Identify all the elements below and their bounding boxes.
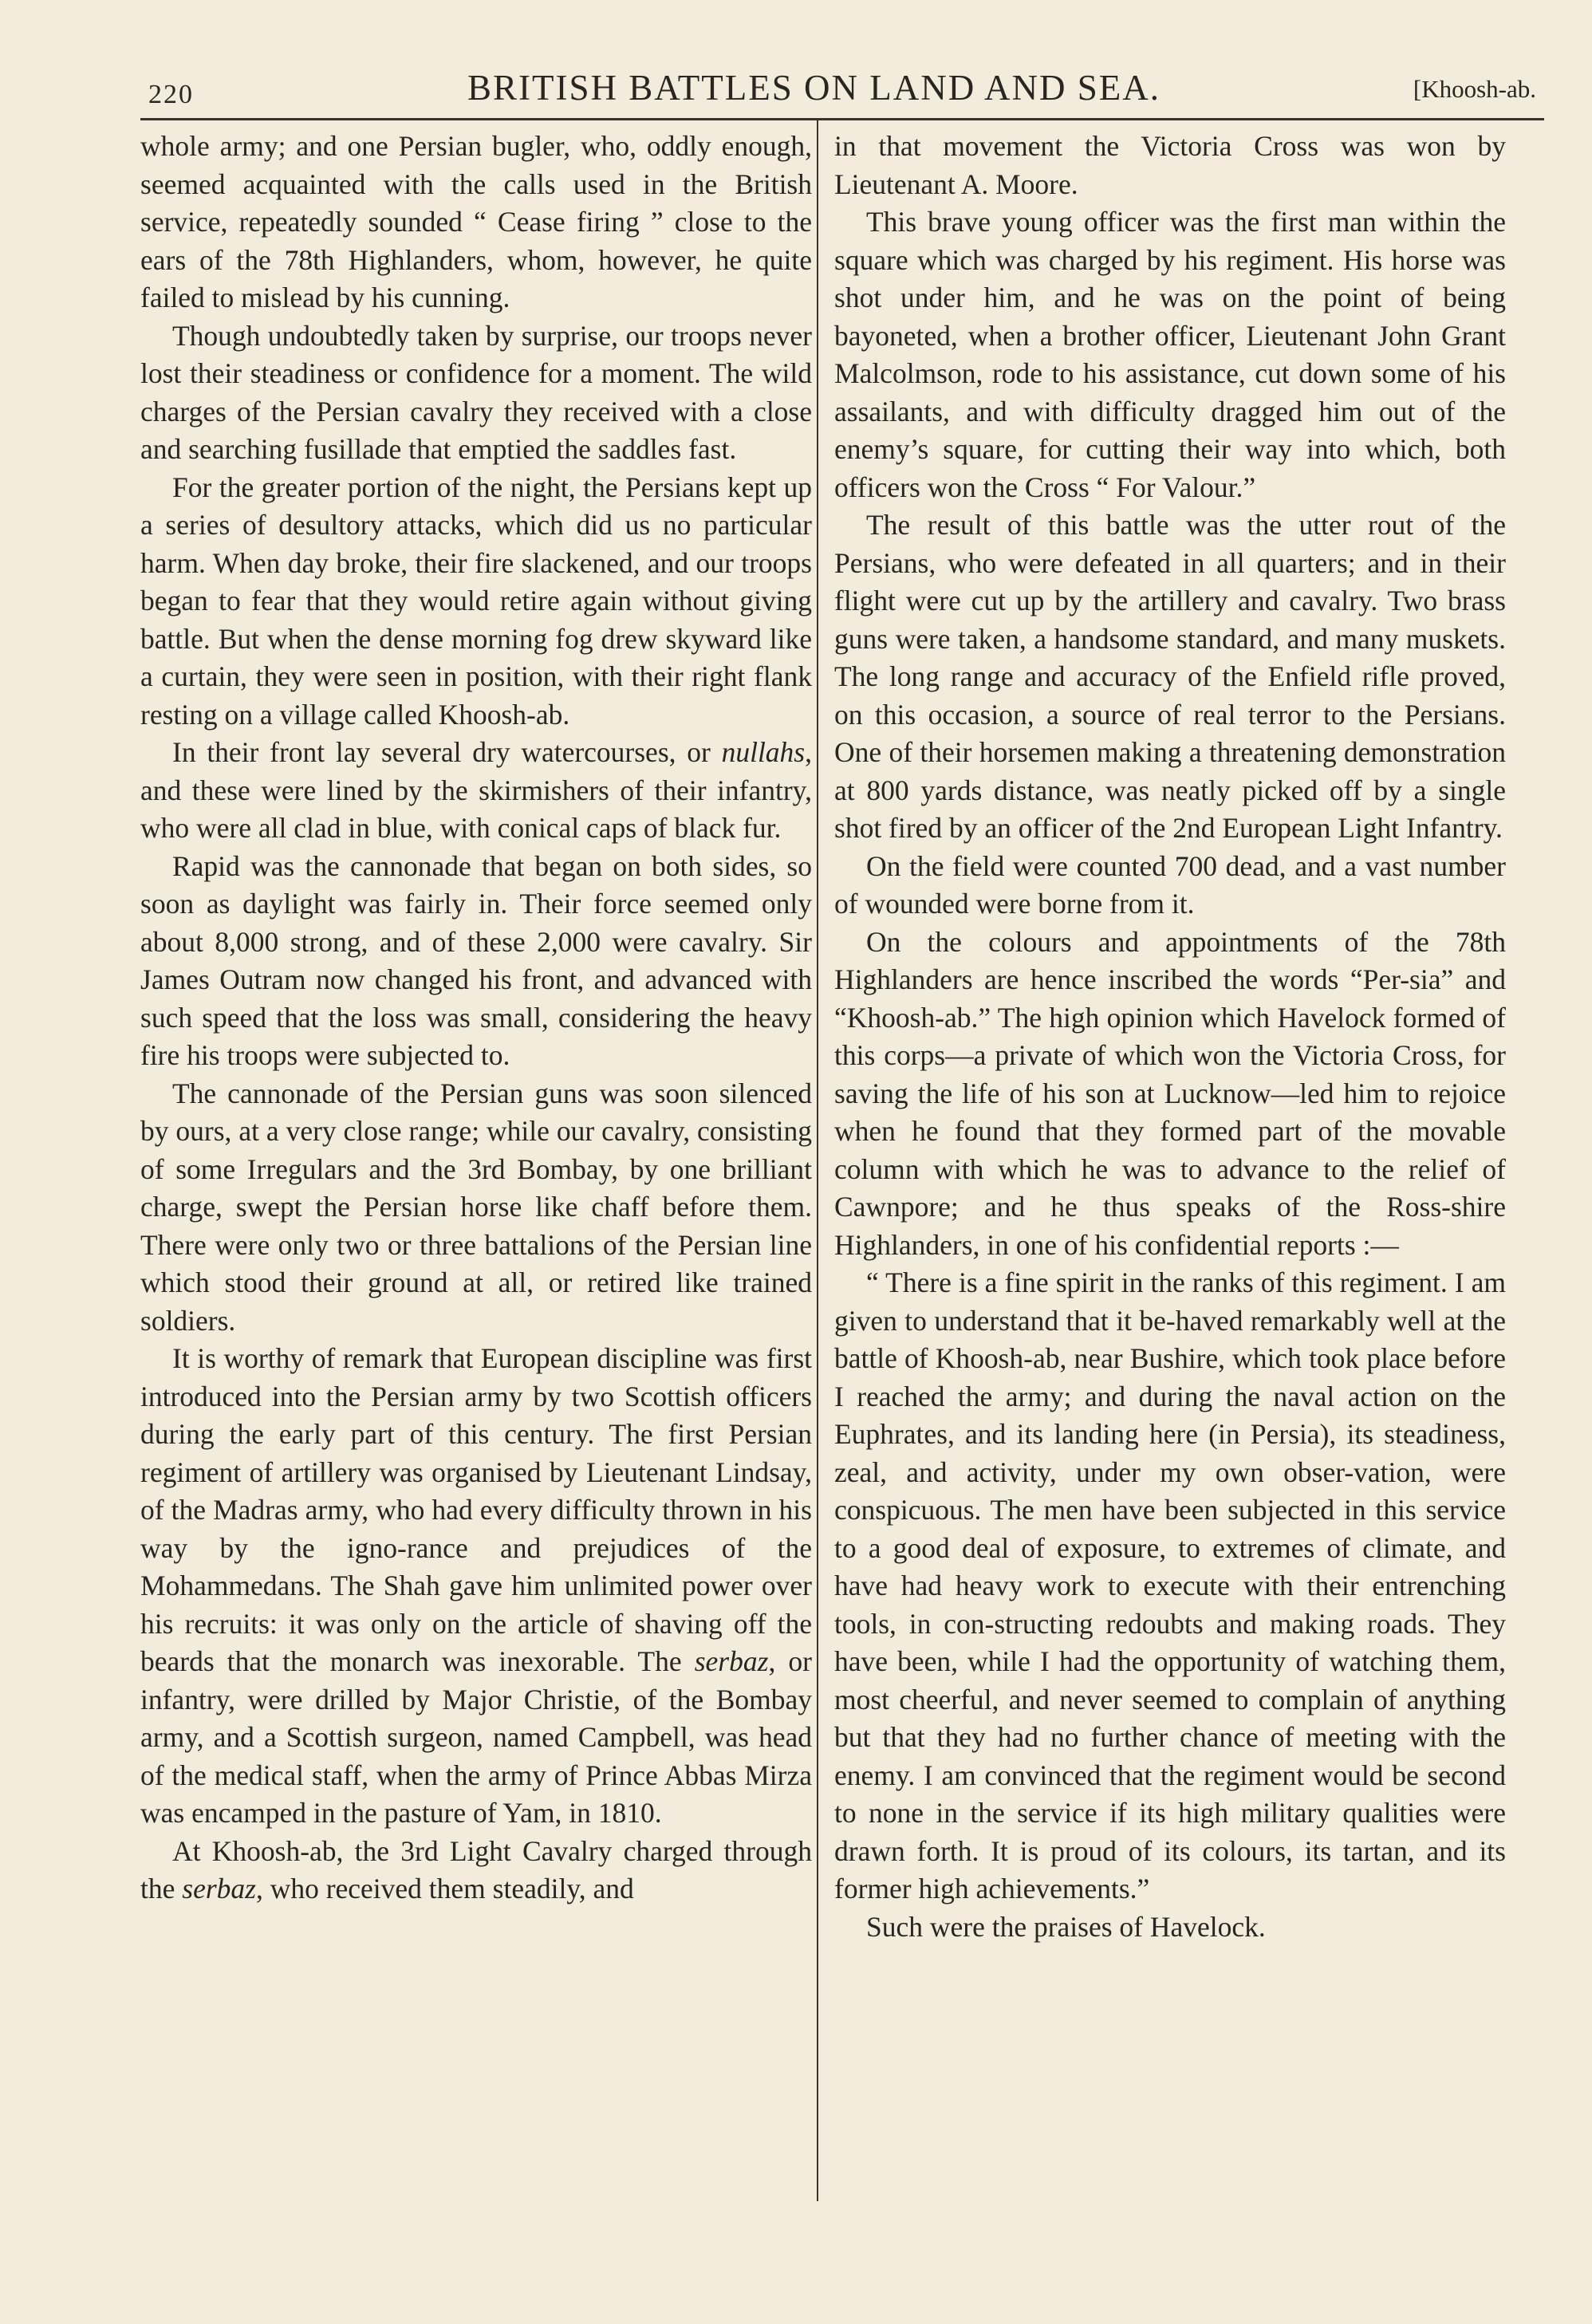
header-rule (140, 118, 1544, 120)
paragraph: The cannonade of the Persian guns was soon silenced by ours, at a very close range; while our cavalry, consisting of some Irregulars and the 3rd Bombay, by one brilliant charge, swept the Persian horse like chaff before them. There were only two or three battalions of the Persian line which stood their ground at all, or retired like trained soldiers. (140, 1077, 812, 1337)
page-header (148, 62, 1536, 118)
left-column (140, 128, 812, 1908)
paragraph: Rapid was the cannonade that began on both sides, so soon as daylight was fairly in. Their force seemed only about 8,000 strong, and of these 2,000 were cavalry. Sir James Outram now changed his front, and advanced with such speed that the loss was small, considering the heavy fire his troops were subjected to. (140, 849, 812, 1071)
italic-term: serbaz (182, 1873, 256, 1904)
text-run: It is worthy of remark that European discipline was first introduced into the Persian army by two Scottish officers during the early part of this century. The first Persian regiment of artillery was organised by Lieutenant Lindsay, of the Madras army, who had every difficulty thrown in his way by the igno-rance and prejudices of the Mohammedans. The Shah gave him unlimited power over his recruits: it was only on the article of shaving off the beards that the monarch was inexorable. The (140, 1342, 812, 1677)
right-column (834, 128, 1506, 1946)
text-run: In their front lay several dry watercourses, or (172, 736, 722, 768)
quotation: “ There is a fine spirit in the ranks of this regiment. I am given to understand that it be-haved remarkably well at the battle of Khoosh-ab, near Bushire, which took place before I reached the army; and during the naval action on the Euphrates, and its landing here (in Persia), its steadiness, zeal, and activity, under my own obser-vation, were conspicuous. The men have been subjected in this service to a good deal of exposure, to extremes of climate, and have had heavy work to execute with their entrenching tools, in con-structing redoubts and making roads. They have been, while I had the opportunity of watching them, most cheerful, and never seemed to complain of anything but that they had no further chance of meeting with the enemy. I am convinced that the regiment would be second to none in the service if its high military qualities were drawn forth. It is proud of its colours, its tartan, and its former high achievements.” (834, 1266, 1506, 1904)
paragraph: This brave young officer was the first man within the square which was charged by his regiment. His horse was shot under him, and he was on the point of being bayoneted, when a brother officer, Lieutenant John Grant Malcolmson, rode to his assistance, cut down some of his assailants, and with difficulty dragged him out of the enemy’s square, for cutting their way into which, both officers won the Cross “ For Valour.” (834, 206, 1506, 503)
column-divider (817, 120, 818, 2201)
paragraph: On the colours and appointments of the 78th Highlanders are hence inscribed the words “Per-sia” and “Khoosh-ab.” The high opinion which Havelock formed of this corps—a private of which won the Victoria Cross, for saving the life of his son at Lucknow—led him to rejoice when he found that they formed part of the movable column with which he was to advance to the relief of Cawnpore; and he thus speaks of the Ross-shire Highlanders, in one of his confidential reports :— (834, 925, 1506, 1261)
paragraph: The result of this battle was the utter rout of the Persians, who were defeated in all quarters; and in their flight were cut up by the artillery and cavalry. Two brass guns were taken, a handsome standard, and many muskets. The long range and accuracy of the Enfield rifle proved, on this occasion, a source of real terror to the Persians. One of their horsemen making a threatening demonstration at 800 yards distance, was neatly picked off by a single shot fired by an officer of the 2nd European Light Infantry. (834, 509, 1506, 844)
page-number: 220 (148, 80, 194, 109)
text-run: , who received them steadily, and (255, 1873, 634, 1904)
paragraph: For the greater portion of the night, the Persians kept up a series of desultory attacks, which did us no particular harm. When day broke, their fire slackened, and our troops began to fear that they would retire again without giving battle. But when the dense morning fog drew skyward like a curtain, they were seen in position, with their right flank resting on a village called Khoosh-ab. (140, 471, 812, 731)
italic-term: nullahs (721, 736, 806, 768)
paragraph (140, 1833, 812, 1908)
paragraph: whole army; and one Persian bugler, who, oddly enough, seemed acquainted with the calls used in the British service, repeatedly sounded “ Cease firing ” close to the ears of the 78th Highlanders, whom, however, he quite failed to mislead by his cunning. (140, 130, 812, 313)
paragraph: in that movement the Victoria Cross was won by Lieutenant A. Moore. (834, 130, 1506, 200)
text-run: At Khoosh-ab, the 3rd Light Cavalry charged through the (140, 1834, 812, 1904)
paragraph: Such were the praises of Havelock. (866, 1910, 1266, 1943)
section-marker: [Khoosh-ab. (1413, 75, 1536, 103)
text-run: , and these were lined by the skirmishers of their infantry, who were all clad in blue, with conical caps of black fur. (140, 736, 812, 844)
paragraph (140, 734, 812, 848)
paragraph: Though undoubtedly taken by surprise, our troops never lost their steadiness or confidence for a moment. The wild charges of the Persian cavalry they received with a close and searching fusillade that emptied the saddles fast. (140, 319, 812, 465)
italic-term: serbaz (694, 1645, 769, 1677)
paragraph (140, 1340, 812, 1833)
paragraph: On the field were counted 700 dead, and a vast number of wounded were borne from it. (834, 849, 1506, 920)
running-title: BRITISH BATTLES ON LAND AND SEA. (467, 68, 1161, 108)
text-run: , or infantry, were drilled by Major Christie, of the Bombay army, and a Scottish surgeon, named Campbell, was head of the medical staff, when the army of Prince Abbas Mirza was encamped in the pasture of Yam, in 1810. (140, 1645, 813, 1829)
